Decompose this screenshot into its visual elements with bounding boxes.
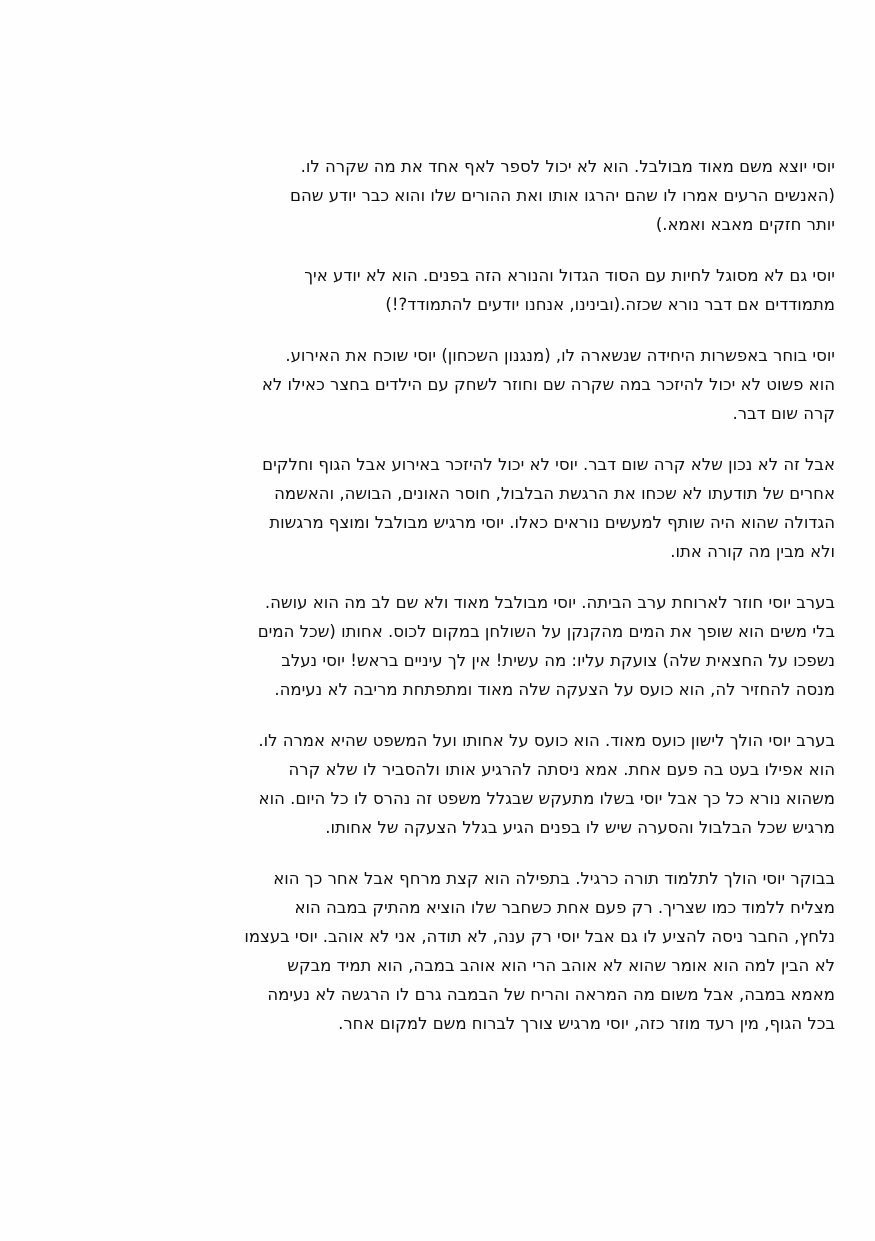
text-line: יוסי גם לא מסוגל לחיות עם הסוד הגדול והנורא הזה בפנים. הוא לא יודע איך [304,266,835,285]
text-line: אבל זה לא נכון שלא קרה שום דבר. יוסי לא יכול להיזכר באירוע אבל הגוף וחלקים [262,455,835,474]
paragraph [125,152,835,239]
text-line: הוא פשוט לא יכול להיזכר במה שקרה שם וחוזר לשחק עם הילדים בחצר כאילו לא [261,375,835,394]
paragraph [125,864,835,1038]
text-line: בערב יוסי חוזר לארוחת ערב הביתה. יוסי מבולבל מאוד ולא שם לב מה הוא עושה. [264,593,835,612]
text-line: יוסי יוצא משם מאוד מבולבל. הוא לא יכול לספר לאף אחד את מה שקרה לו. [300,157,835,176]
text-line: מרגיש שכל הבלבול והסערה שיש לו בפנים הגיע בגלל הצעקה של אחותו. [325,818,835,837]
text-line: יוסי בוחר באפשרות היחידה שנשארה לו, (מנגנון השכחון) יוסי שוכח את האירוע. [285,346,835,365]
paragraph [125,341,835,428]
text-line: לא הבין למה הוא אומר שהוא לא אוהב הרי הוא אוהב במבה, הוא תמיד מבקש [287,956,835,975]
text-line: אחרים של תודעתו לא שכחו את הרגשת הבלבול, חוסר האונים, הבושה, והאשמה [274,484,835,503]
text-line: בבוקר יוסי הולך לתלמוד תורה כרגיל. בתפילה הוא קצת מרחף אבל אחר כך הוא [273,869,835,888]
text-line: הוא אפילו בעט בה פעם אחת. אמא ניסתה להרגיע אותו ולהסביר לו שלא קרה [288,760,835,779]
text-line: קרה שום דבר. [732,404,835,423]
text-line: (האנשים הרעים אמרו לו שהם יהרגו אותו ואת ההורים שלו והוא כבר יודע שהם [290,186,835,205]
paragraph [125,450,835,566]
text-line: נשפכו על החצאית שלה) צועקת עליו: מה עשית! אין לך עיניים בראש! יוסי נעלב [281,651,835,670]
document-body [125,152,835,1060]
text-line: בערב יוסי הולך לישון כועס מאוד. הוא כועס על אחותו ועל המשפט שהיא אמרה לו. [258,731,835,750]
text-line: יותר חזקים מאבא ואמא.) [655,215,835,234]
text-line: מנסה להחזיר לה, הוא כועס על הצעקה שלה מאוד ומתפתחת מריבה לא נעימה. [274,680,835,699]
text-line: נלחץ, החבר ניסה להציע לו גם אבל יוסי רק ענה, לא תודה, אני לא אוהב. יוסי בעצמו [244,927,835,946]
paragraph [125,726,835,842]
text-line: ולא מבין מה קורה אתו. [670,542,835,561]
paragraph [125,261,835,319]
paragraph [125,588,835,704]
text-line: מאמא במבה, אבל משום מה המראה והריח של הבמבה גרם לו הרגשה לא נעימה [267,985,835,1004]
text-line: משהוא נורא כל כך אבל יוסי בשלו מתעקש שבגלל משפט זה נהרס לו כל היום. הוא [258,789,835,808]
text-line: הגדולה שהוא היה שותף למעשים נוראים כאלו. יוסי מרגיש מבולבל ומוצף מרגשות [269,513,835,532]
text-line: מצליח ללמוד כמו שצריך. רק פעם אחת כשחבר שלו הוציא מהתיק במבה הוא [294,898,835,917]
text-line: בכל הגוף, מין רעד מוזר כזה, יוסי מרגיש צורך לברוח משם למקום אחר. [338,1014,835,1033]
text-line: בלי משים הוא שופך את המים מהקנקן על השולחן במקום לכוס. אחותו (שכל המים [257,622,835,641]
text-line: מתמודדים אם דבר נורא שכזה.(ובינינו, אנחנו יודעים להתמודד?!) [385,295,835,314]
